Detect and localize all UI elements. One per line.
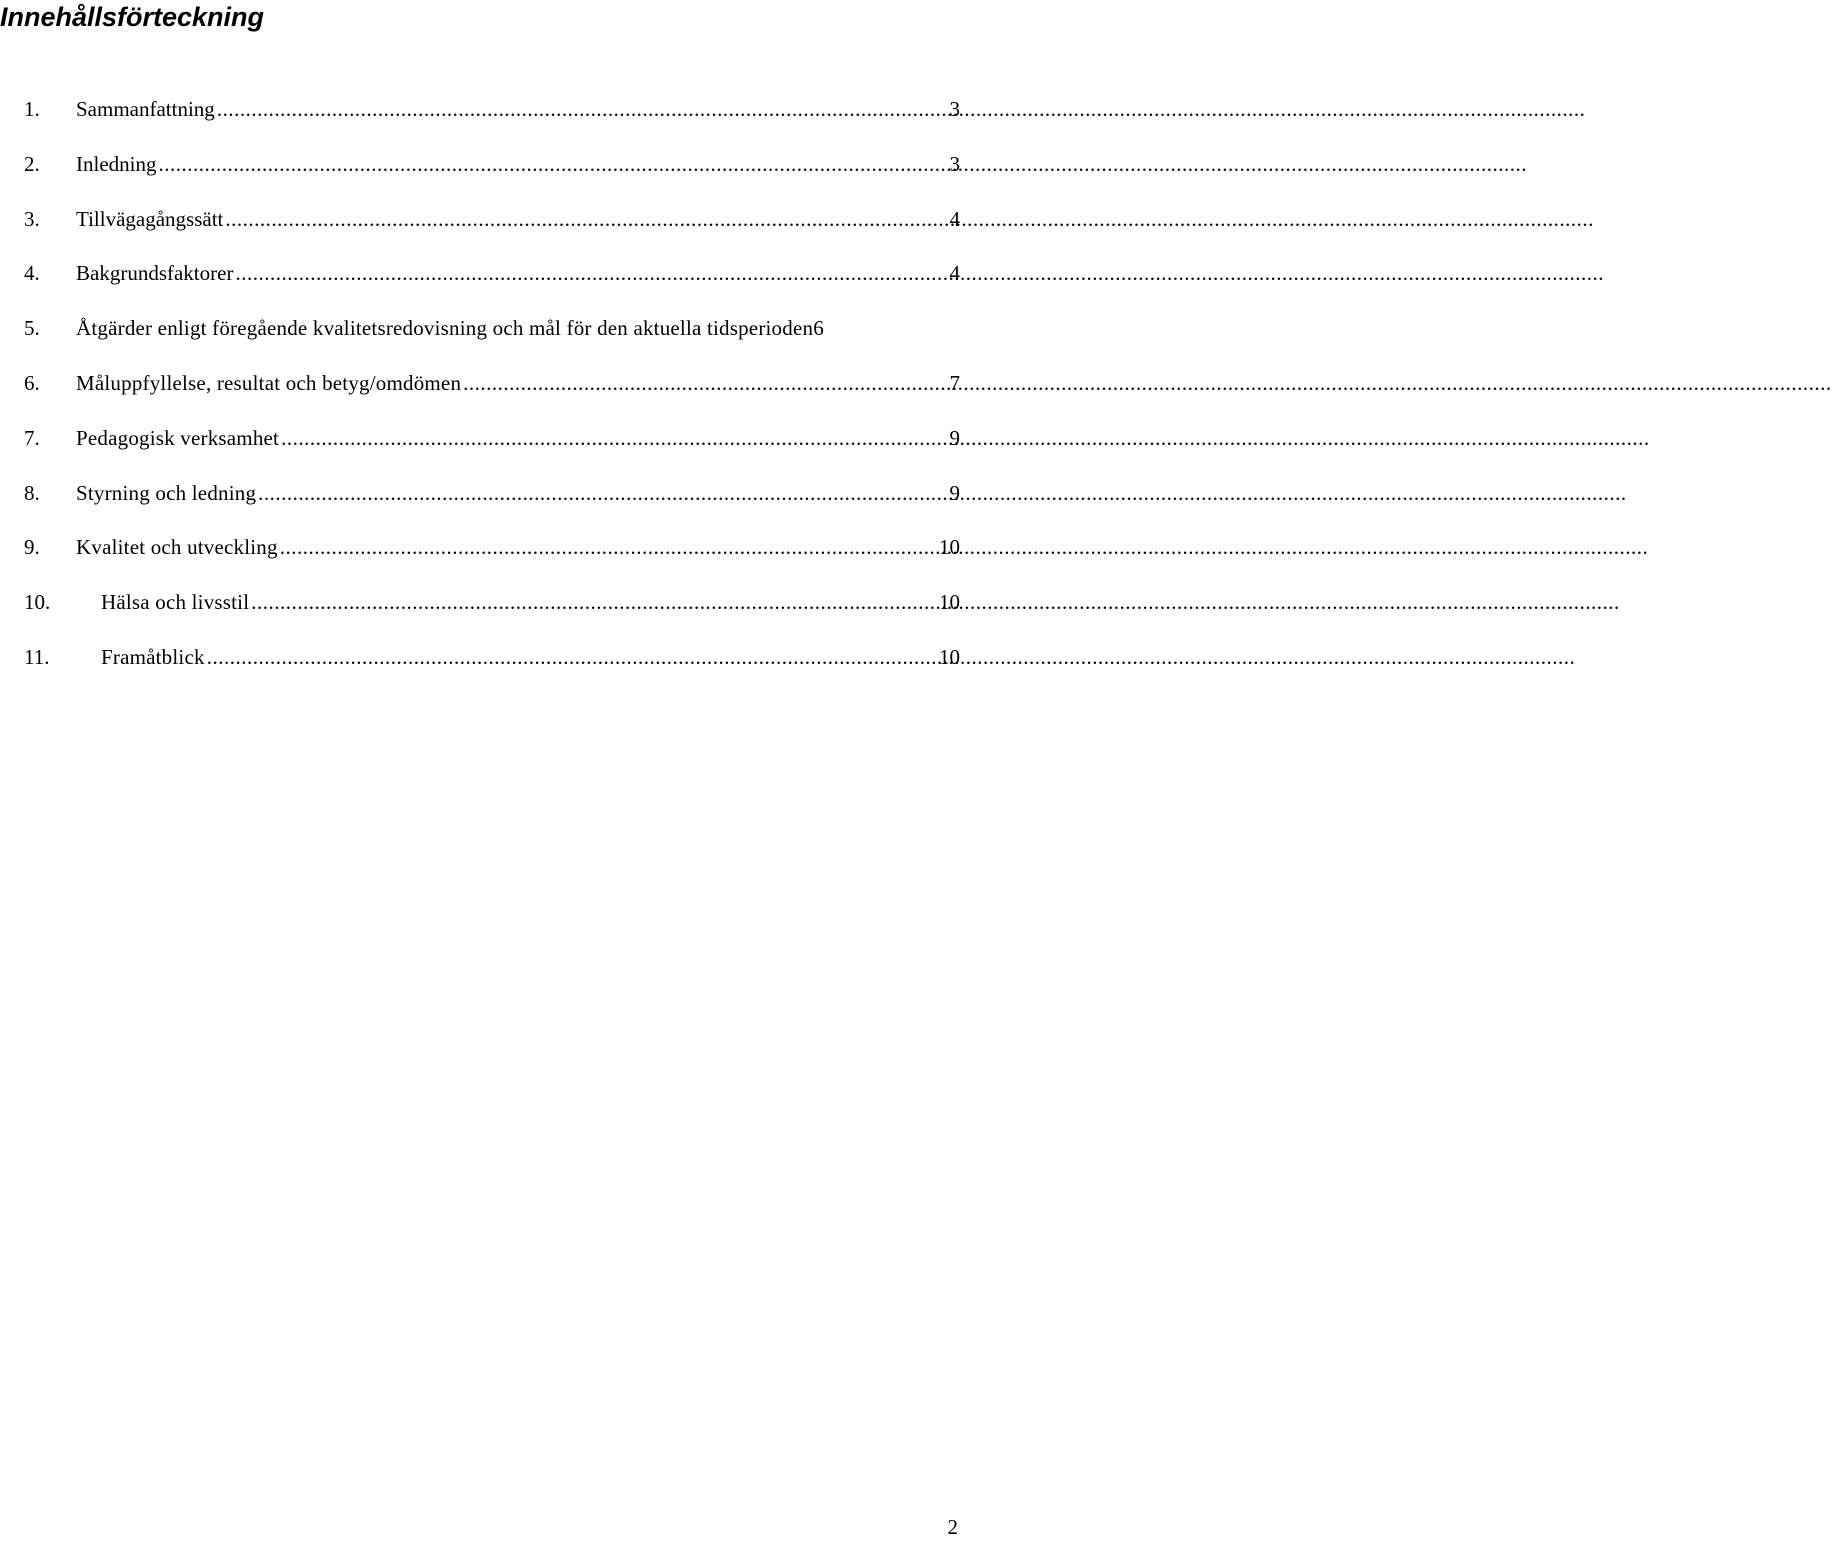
toc-entry-6[interactable] [24, 356, 960, 411]
toc-entry-page: 6 [813, 316, 824, 341]
toc-link-7[interactable] [24, 411, 960, 466]
toc-link-9[interactable] [24, 520, 960, 575]
toc-entry-number: 11. [24, 644, 50, 669]
toc-entry-number: 8. [24, 480, 40, 505]
toc-entry-title: Åtgärder enligt föregående kvalitetsredovisning och mål för den aktuella tidsperioden [76, 316, 814, 341]
toc-entry-page: 10 [939, 644, 960, 669]
page-title: Innehållsförteckning [0, 2, 265, 32]
toc-entry-page: 9 [949, 480, 960, 505]
dot-leader [251, 575, 935, 630]
toc-entry-title: Styrning och ledning [76, 480, 257, 505]
toc-entry-page: 9 [949, 425, 960, 450]
toc-entry-number: 5. [24, 316, 40, 341]
toc-entry-number: 3. [24, 206, 40, 231]
toc-entry-title: Hälsa och livsstil [101, 590, 250, 615]
toc-link-6[interactable] [24, 356, 960, 411]
toc-entry-page: 4 [949, 206, 960, 231]
toc-entry-title: Bakgrundsfaktorer [76, 261, 234, 286]
toc-entry-page: 10 [939, 535, 960, 560]
toc-entry-4[interactable] [24, 246, 960, 301]
toc-entry-5[interactable] [24, 301, 960, 356]
toc-entry-8[interactable] [24, 466, 960, 521]
toc-link-2[interactable] [24, 137, 960, 192]
dot-leader [225, 192, 945, 247]
toc-entry-title: Måluppfyllelse, resultat och betyg/omdömen [76, 370, 462, 395]
toc-entry-page: 3 [949, 151, 960, 176]
dot-leader [158, 137, 945, 192]
toc-link-11[interactable] [24, 630, 960, 685]
toc-entry-title: Kvalitet och utveckling [76, 535, 278, 560]
toc-entry-10[interactable] [24, 575, 960, 630]
toc-entry-11[interactable] [24, 630, 960, 685]
toc-entry-3[interactable] [24, 192, 960, 247]
toc-entry-number: 10. [24, 590, 51, 615]
toc-entry-title: Framåtblick [101, 644, 205, 669]
dot-leader [258, 466, 945, 521]
toc-link-10[interactable] [24, 575, 960, 630]
toc-entry-number: 2. [24, 151, 40, 176]
toc-entry-7[interactable] [24, 411, 960, 466]
toc-entry-number: 1. [24, 97, 40, 121]
toc-link-1[interactable] [24, 82, 960, 137]
toc-entry-number: 7. [24, 425, 40, 450]
toc-entry-title: Pedagogisk verksamhet [76, 425, 280, 450]
toc-entry-number: 6. [24, 370, 40, 395]
toc-entry-1[interactable] [24, 82, 960, 137]
toc-link-3[interactable] [24, 192, 960, 247]
toc-entry-title: Tillvägagångssätt [76, 206, 224, 231]
toc-entry-number: 9. [24, 535, 40, 560]
toc-entry-9[interactable] [24, 520, 960, 575]
dot-leader [281, 411, 945, 466]
toc-link-5[interactable] [24, 301, 960, 356]
toc-entry-page: 3 [949, 97, 960, 121]
toc-entry-number: 4. [24, 261, 40, 286]
dot-leader [235, 246, 945, 301]
toc-link-4[interactable] [24, 246, 960, 301]
page-number: 2 [947, 1515, 958, 1539]
toc-entry-2[interactable] [24, 137, 960, 192]
toc-entry-page: 4 [949, 261, 960, 286]
table-of-contents [24, 82, 960, 685]
dot-leader [217, 82, 946, 137]
toc-entry-title: Sammanfattning [76, 97, 215, 121]
dot-leader [207, 630, 935, 685]
toc-entry-page: 7 [949, 370, 960, 395]
dot-leader [463, 356, 945, 411]
toc-link-8[interactable] [24, 466, 960, 521]
toc-entry-title: Inledning [76, 151, 157, 176]
dot-leader [280, 520, 935, 575]
toc-entry-page: 10 [939, 590, 960, 615]
